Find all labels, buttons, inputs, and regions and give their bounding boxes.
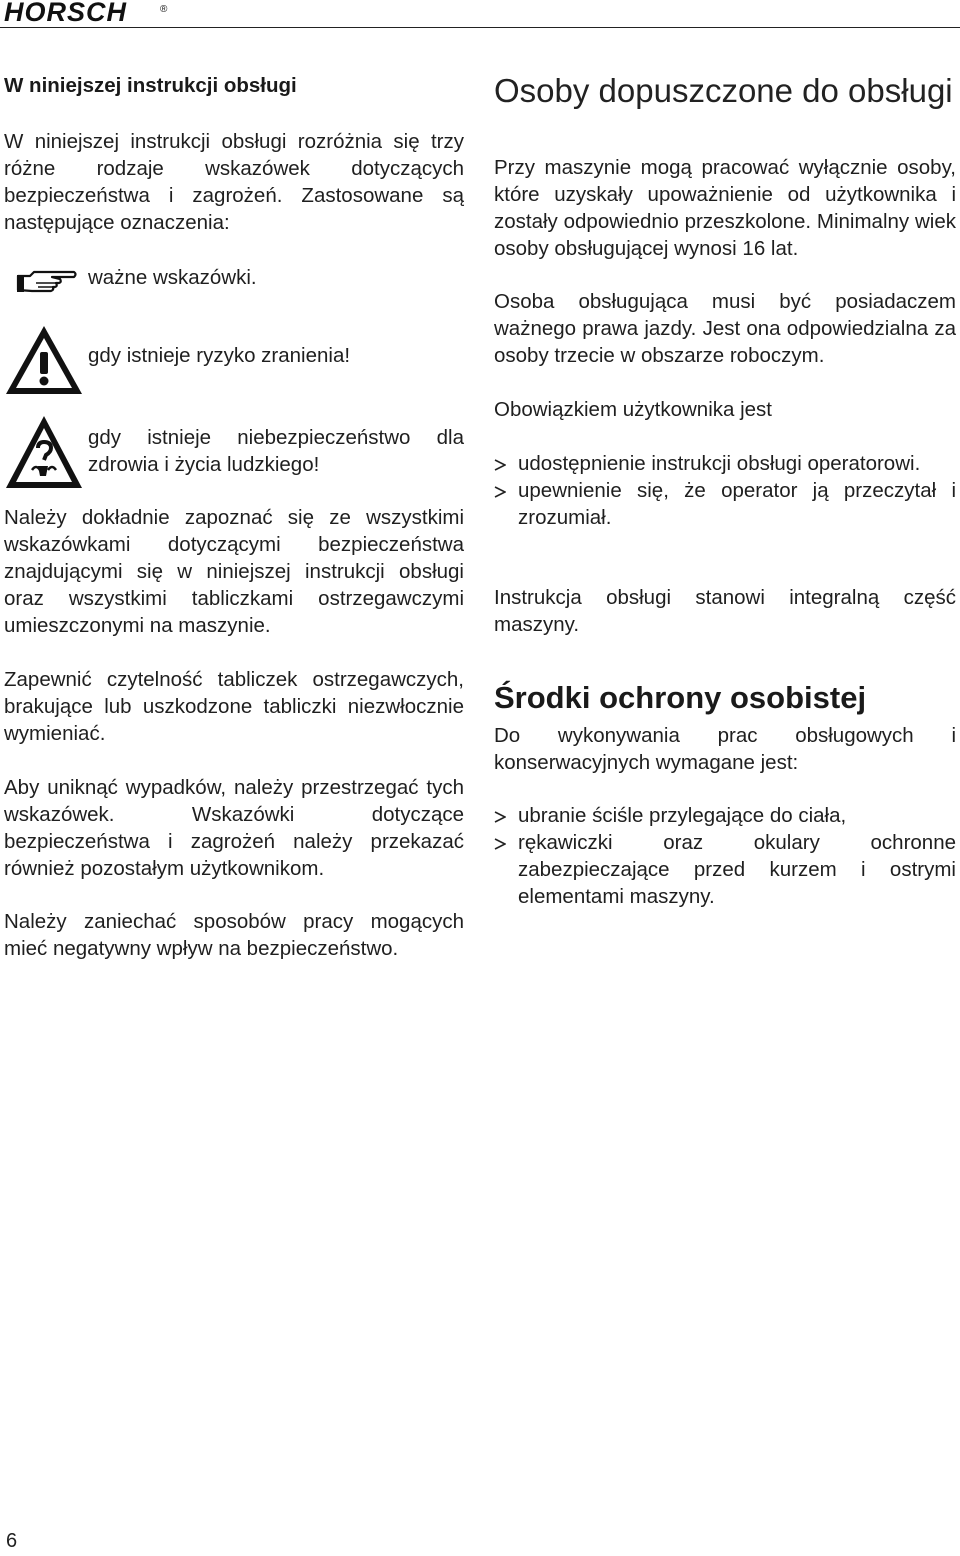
section-title-protective-equipment: Środki ochrony osobistej [494, 680, 867, 715]
obligation-list [494, 450, 956, 531]
paragraph-maintenance-requirements: Do wykonywania prac obsługowych i konserwacyjnych wymagane jest: [494, 724, 956, 774]
list-item: udostępnienie instrukcji obsługi operatorowi. [494, 450, 956, 477]
list-item: ubranie ściśle przylegające do ciała, [494, 802, 956, 829]
header-rule [0, 27, 960, 28]
paragraph-avoid-accidents: Aby uniknąć wypadków, należy przestrzegać tych wskazówek. Wskazówki dotyczące bezpieczeństwa i zagrożeń należy przekazać również pozostałym użytkownikom. [4, 776, 464, 880]
arrow-bullet-icon [494, 811, 506, 823]
warning-health-icon [4, 414, 84, 495]
list-item: upewnienie się, że operator ją przeczytał i zrozumiał. [494, 477, 956, 531]
paragraph-driving-license: Osoba obsługująca musi być posiadaczem ważnego prawa jazdy. Jest ona odpowiedzialna za osoby trzecie w obszarze roboczym. [494, 290, 956, 367]
section-heading-instructions: W niniejszej instrukcji obsługi [4, 74, 297, 97]
page-header [0, 0, 960, 40]
pointing-hand-icon [16, 266, 78, 301]
intro-paragraph: W niniejszej instrukcji obsługi rozróżnia się trzy różne rodzaje wskazówek dotyczących bezpieczeństwa i zagrożeń. Zastosowane są następujące oznaczenia: [4, 130, 464, 234]
paragraph-read-instructions: Należy dokładnie zapoznać się ze wszystkimi wskazówkami dotyczącymi bezpieczeństwa znajdującymi się w niniejszej instrukcji obsługi oraz wszystkimi tabliczkami ostrzegawczymi umieszczonymi na maszynie. [4, 506, 464, 637]
arrow-bullet-icon [494, 838, 506, 850]
paragraph-user-obligation: Obowiązkiem użytkownika jest [494, 398, 772, 421]
arrow-bullet-icon [494, 486, 506, 498]
horsch-logo: HORSCH [4, 0, 128, 27]
symbol-text-health: gdy istnieje niebezpieczeństwo dla zdrowia i życia ludzkiego! [88, 426, 464, 476]
warning-exclamation-icon [4, 324, 84, 401]
paragraph-unsafe-practices: Należy zaniechać sposobów pracy mogących mieć negatywny wpływ na bezpieczeństwo. [4, 910, 464, 960]
paragraph-warning-labels: Zapewnić czytelność tabliczek ostrzegawczych, brakujące lub uszkodzone tabliczki niezwłocznie wymieniać. [4, 668, 464, 745]
section-title-authorized-persons: Osoby dopuszczone do obsługi [494, 72, 953, 109]
list-item: rękawiczki oraz okulary ochronne zabezpieczające przed kurzem i ostrymi elementami maszyny. [494, 829, 956, 910]
symbol-text-important: ważne wskazówki. [88, 266, 257, 289]
protective-equipment-list [494, 802, 956, 910]
paragraph-integral-part: Instrukcja obsługi stanowi integralną część maszyny. [494, 586, 956, 636]
page-number: 6 [6, 1530, 18, 1552]
symbol-text-injury: gdy istnieje ryzyko zranienia! [88, 344, 351, 367]
registered-mark: ® [160, 4, 168, 15]
paragraph-authorized-operators: Przy maszynie mogą pracować wyłącznie osoby, które uzyskały upoważnienie od użytkownika i zostały odpowiednio przeszkolone. Minimalny wiek osoby obsługującej wynosi 16 lat. [494, 156, 956, 260]
arrow-bullet-icon [494, 459, 506, 471]
